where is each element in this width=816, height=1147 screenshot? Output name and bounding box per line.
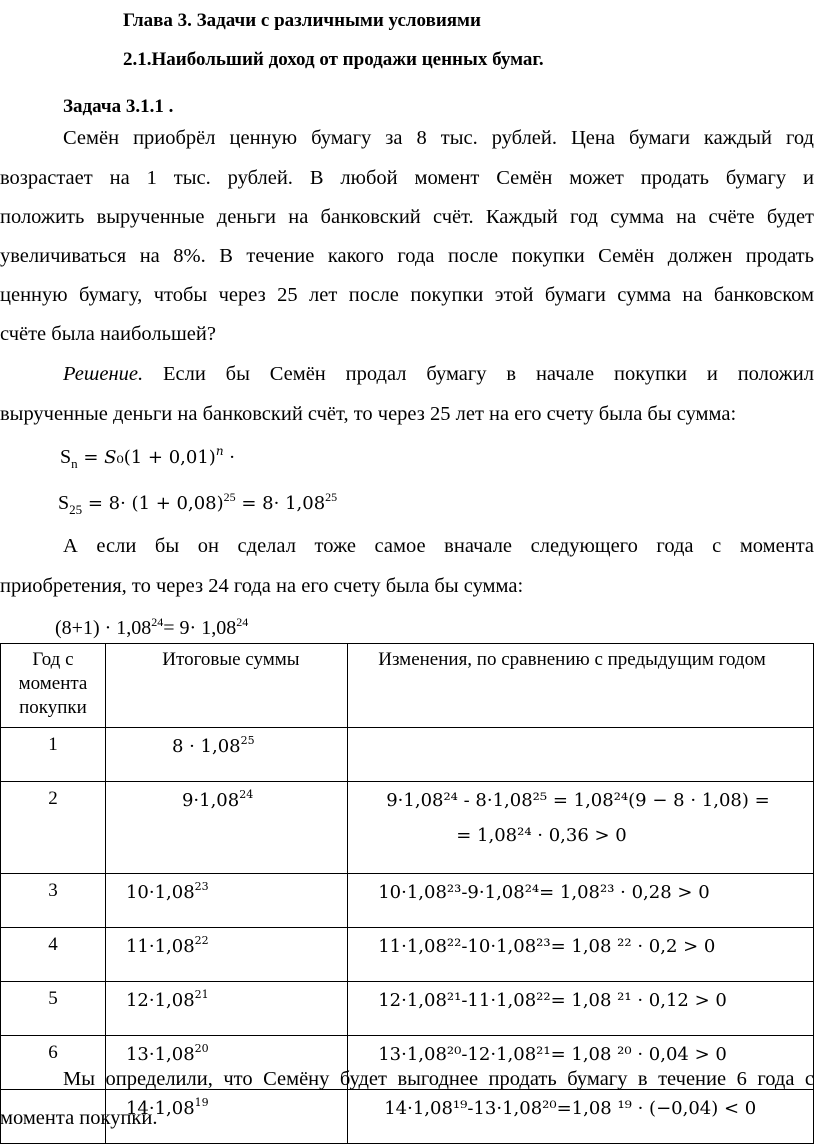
cell-sum: $9\cdot 1,08^{24}$	[105, 782, 347, 874]
task-title: Задача 3.1.1 .	[63, 96, 174, 117]
formula-s25: $S_{25} = 8\cdot (1 + 0,08)^{25} = 8\cdot 1,08^{25}$	[58, 490, 338, 517]
cell-year: 5	[1, 982, 106, 1036]
cell-change: 11·1,08²²-10·1,08²³= 1,08 ²² · 0,2 > 0	[348, 928, 814, 982]
formula-24: $(8+1) \cdot 1,08^{24}= 9\cdot 1,08^{24}$	[55, 615, 249, 639]
problem-line: ценную бумагу, чтобы через 25 лет после покупки этой бумаги сумма на банковском	[0, 284, 814, 306]
cell-change: 14·1,08¹⁹-13·1,08²⁰=1,08 ¹⁹ · (−0,04) < 0	[348, 1090, 814, 1144]
conclusion-line: Мы определили, что Семёну будет выгоднее продать бумагу в течение 6 года с	[63, 1068, 814, 1090]
cell-change: 9·1,08²⁴ - 8·1,08²⁵ = 1,08²⁴(9 − 8 · 1,08) = = 1,08²⁴ · 0,36 > 0	[348, 782, 814, 874]
cell-change: 10·1,08²³-9·1,08²⁴= 1,08²³ · 0,28 > 0	[348, 874, 814, 928]
header-sum: Итоговые суммы	[105, 644, 347, 728]
cell-sum: $13\cdot 1,08^{20}$	[105, 1036, 347, 1090]
table-header-row	[1, 644, 814, 728]
table-row	[1, 874, 814, 928]
formula-sn: $S_n$ = 𝑆₀(1 + 0,01)$^𝑛$ ·	[60, 444, 235, 471]
cell-sum: $12\cdot 1,08^{21}$	[105, 982, 347, 1036]
cell-change: 13·1,08²⁰-12·1,08²¹= 1,08 ²⁰ · 0,04 > 0	[348, 1036, 814, 1090]
problem-line: положить вырученные деньги на банковский счёт. Каждый год сумма на счёте будет	[0, 206, 814, 228]
chapter-title: Глава 3. Задачи с различными условиями	[123, 10, 481, 31]
solution-label: Решение.	[63, 363, 144, 385]
cell-sum: $11\cdot 1,08^{22}$	[105, 928, 347, 982]
cell-year: 3	[1, 874, 106, 928]
conclusion-line: момента покупки.	[0, 1107, 158, 1129]
cell-year: 6	[1, 1036, 106, 1090]
cell-sum: $8 \cdot 1,08^{25}$	[105, 728, 347, 782]
cell-year: 2	[1, 782, 106, 874]
problem-line: увеличиваться на 8%. В течение какого года после покупки Семён должен продать	[0, 245, 814, 267]
solution-line: вырученные деньги на банковский счёт, то через 25 лет на его счету была бы сумма:	[0, 403, 737, 425]
table-row	[1, 728, 814, 782]
table-row	[1, 928, 814, 982]
cell-sum: $14\cdot 1,08^{19}$	[105, 1090, 347, 1144]
table-row	[1, 982, 814, 1036]
table-row	[1, 782, 814, 874]
cell-sum: $10\cdot 1,08^{23}$	[105, 874, 347, 928]
section-title: 2.1.Наибольший доход от продажи ценных бумаг.	[123, 49, 544, 70]
cell-year: 4	[1, 928, 106, 982]
cell-change	[348, 728, 814, 782]
paragraph-line: приобретения, то через 24 года на его счету была бы сумма:	[0, 575, 524, 597]
cell-change: 12·1,08²¹-11·1,08²²= 1,08 ²¹ · 0,12 > 0	[348, 982, 814, 1036]
header-year: Год с момента покупки	[1, 644, 106, 728]
problem-line: счёте была наибольшей?	[0, 323, 216, 345]
paragraph-line: А если бы он сделал тоже самое вначале следующего года с момента	[63, 535, 814, 557]
solution-line: Решение. Если бы Семён продал бумагу в начале покупки и положил	[63, 363, 814, 385]
problem-line: возрастает на 1 тыс. рублей. В любой момент Семён может продать бумагу и	[0, 167, 814, 189]
cell-year: 1	[1, 728, 106, 782]
problem-line: Семён приобрёл ценную бумагу за 8 тыс. рублей. Цена бумаги каждый год	[63, 127, 814, 149]
header-change: Изменения, по сравнению с предыдущим годом	[348, 644, 814, 728]
